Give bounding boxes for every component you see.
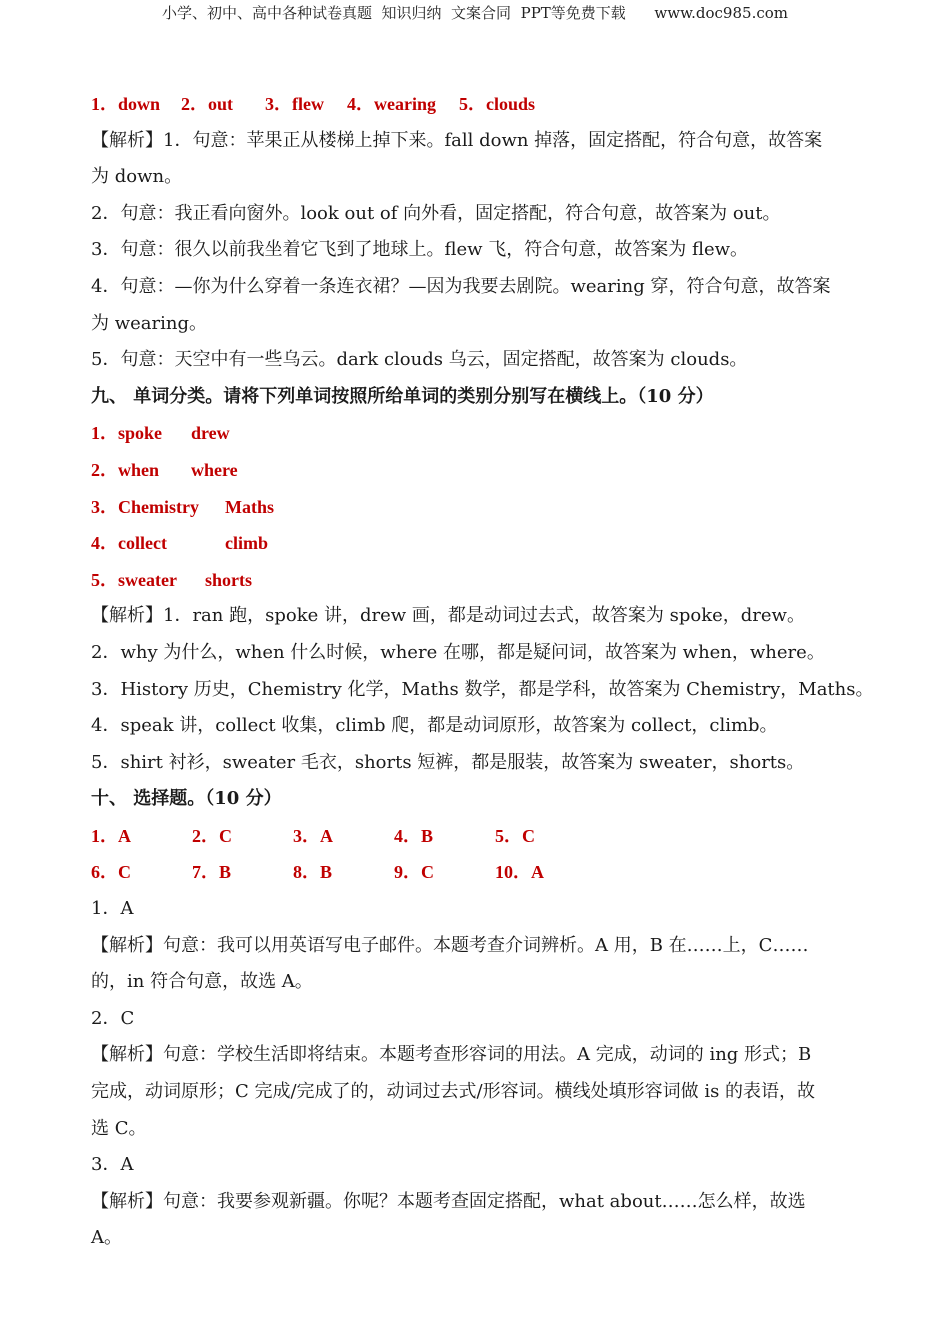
answer: 2．out: [181, 94, 234, 114]
explanation-line: 3．句意：很久以前我坐着它飞到了地球上。flew 飞，符合句意，故答案为 flew。: [91, 239, 749, 261]
answer: 7．B: [192, 862, 232, 883]
answer: 2．when: [91, 459, 160, 480]
answer: 3．Chemistry: [91, 496, 199, 517]
answer: 3．A: [293, 825, 333, 846]
document-body: [91, 86, 874, 1257]
section-10-title: 十、 选择题。（10 分）: [91, 788, 282, 810]
explanation-line: 2．why 为什么，when 什么时候，where 在哪，都是疑问词，故答案为 when，where。: [91, 641, 825, 663]
answer: 1．down: [91, 94, 161, 114]
answer: 4．wearing: [347, 94, 436, 114]
sec9-answer-row: [91, 525, 861, 562]
explanation-line: 完成，动词原形；C 完成/完成了的，动词过去式/形容词。横线处填形容词做 is 的表语，故: [91, 1081, 816, 1103]
answer: 1．A: [91, 825, 131, 846]
explanation-line: 4．speak 讲，collect 收集，climb 爬，都是动词原形，故答案为 collect，climb。: [91, 715, 778, 737]
explanation-line: 2．句意：我正看向窗外。look out of 向外看，固定搭配，符合句意，故答案为 out。: [91, 202, 781, 224]
sec9-answer-row: [91, 415, 861, 452]
answer: 9．C: [394, 862, 434, 883]
explanation-line: 【解析】1．ran 跑，spoke 讲，drew 画，都是动词过去式，故答案为 spoke，drew。: [91, 605, 805, 627]
explanation-line: 1．A: [91, 898, 134, 920]
answer: 5．sweater: [91, 569, 177, 590]
section-9-title: 九、 单词分类。请将下列单词按照所给单词的类别分别写在横线上。（10 分）: [91, 385, 714, 407]
explanation-line: 【解析】1．句意：苹果正从楼梯上掉下来。fall down 掉落，固定搭配，符合句意，故答案: [91, 129, 823, 151]
answer: 3．flew: [265, 94, 324, 114]
answer: where: [191, 459, 238, 480]
explanation-line: 5．句意：天空中有一些乌云。dark clouds 乌云，固定搭配，故答案为 clouds。: [91, 349, 748, 371]
explanation-line: A。: [91, 1227, 122, 1249]
sec10-answer-row: [91, 818, 861, 855]
answer: 4．B: [394, 825, 434, 846]
answer: 5．clouds: [459, 94, 536, 114]
sec8-answer-row: [91, 86, 861, 123]
sec10-answer-row: [91, 854, 861, 891]
explanation-line: 【解析】句意：我要参观新疆。你呢？本题考查固定搭配，what about……怎么样，故选: [91, 1190, 806, 1212]
answer: Maths: [225, 496, 274, 517]
explanation-line: 为 down。: [91, 166, 183, 188]
answer: 5．C: [495, 825, 535, 846]
explanation-line: 【解析】句意：我可以用英语写电子邮件。本题考查介词辨析。A 用，B 在……上，C……: [91, 934, 809, 956]
explanation-line: 5．shirt 衬衫，sweater 毛衣，shorts 短裤，都是服装，故答案为 sweater，shorts。: [91, 751, 805, 773]
sec9-answer-row: [91, 452, 861, 489]
explanation-line: 3．A: [91, 1154, 134, 1176]
answer: drew: [191, 423, 230, 444]
answer: 4．collect: [91, 533, 167, 554]
explanation-line: 3．History 历史，Chemistry 化学，Maths 数学，都是学科，故答案为 Chemistry，Maths。: [91, 678, 874, 700]
explanation-line: 的，in 符合句意，故选 A。: [91, 971, 313, 993]
answer: 2．C: [192, 825, 232, 846]
explanation-line: 选 C。: [91, 1117, 147, 1139]
answer: 8．B: [293, 862, 333, 883]
explanation-line: 2．C: [91, 1007, 135, 1029]
answer: 10．A: [495, 862, 544, 883]
answer: 6．C: [91, 862, 131, 883]
sec9-answer-row: [91, 562, 861, 599]
explanation-line: 【解析】句意：学校生活即将结束。本题考查形容词的用法。A 完成，动词的 ing 形式；B: [91, 1044, 812, 1066]
answer: climb: [225, 533, 268, 554]
page-header: 小学、初中、高中各种试卷真题 知识归纳 文案合同 PPT等免费下载 www.doc985.com: [161, 4, 788, 22]
sec9-answer-row: [91, 489, 861, 526]
explanation-line: 为 wearing。: [91, 312, 207, 334]
answer: 1．spoke: [91, 423, 163, 444]
answer: shorts: [205, 569, 253, 590]
explanation-line: 4．句意：—你为什么穿着一条连衣裙？—因为我要去剧院。wearing 穿，符合句意，故答案: [91, 275, 831, 297]
